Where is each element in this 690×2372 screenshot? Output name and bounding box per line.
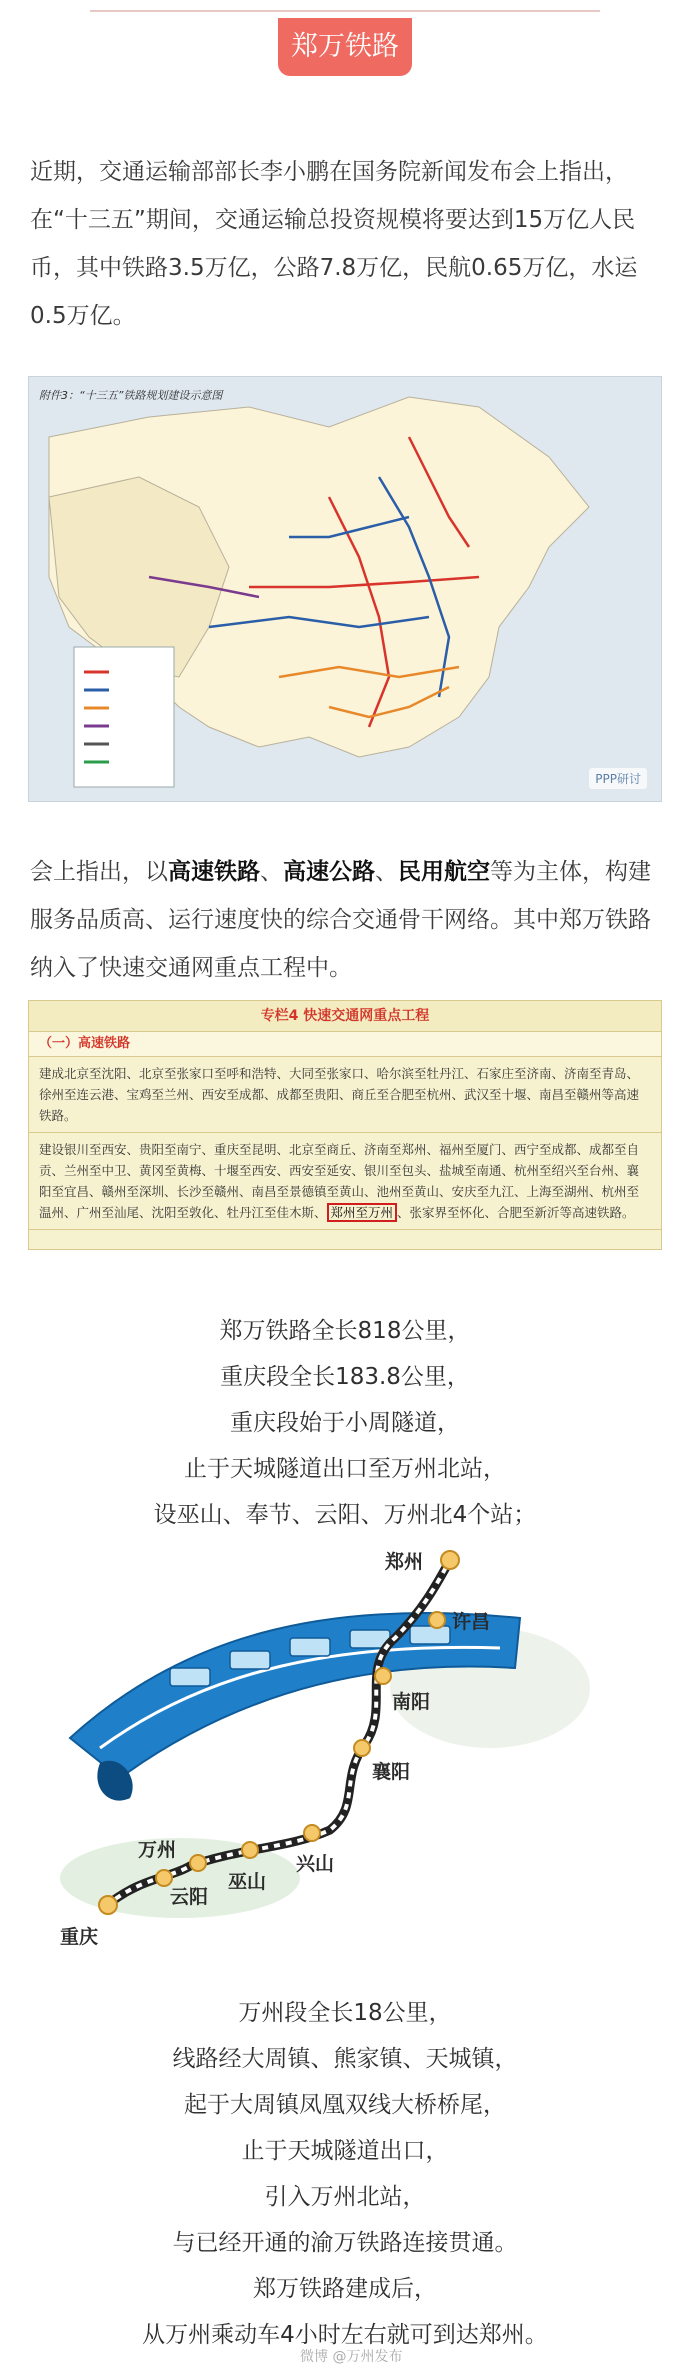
station-label: 巫山 <box>228 1872 267 1893</box>
section-line: 万州段全长18公里， <box>238 2000 452 2026</box>
station-label: 南阳 <box>392 1692 431 1713</box>
table-row-completed: 建成北京至沈阳、北京至张家口至呼和浩特、大同至张家口、哈尔滨至牡丹江、石家庄至济南、济南至青岛、徐州至连云港、宝鸡至兰州、西安至成都、成都至贵阳、商丘至合肥至杭州、武汉至十堰、南昌至赣州等高速铁路。 <box>29 1057 661 1133</box>
railway-map-figure <box>28 376 662 802</box>
china-map-illustration <box>29 377 661 801</box>
map-watermark: PPP研讨 <box>589 768 647 789</box>
bold-expressway: 高速公路 <box>283 859 375 885</box>
railway-facts-block <box>0 1308 690 1538</box>
fact-line: 重庆段全长183.8公里， <box>220 1364 470 1390</box>
top-divider <box>90 10 600 12</box>
map-title: 附件3：“十三五”铁路规划建设示意图 <box>39 389 223 402</box>
fact-line: 设巫山、奉节、云阳、万州北4个站； <box>153 1502 537 1528</box>
station-label: 郑州 <box>385 1552 424 1573</box>
bold-civil-aviation: 民用航空 <box>398 859 490 885</box>
section-line: 郑万铁路建成后， <box>253 2276 437 2302</box>
section-line: 与已经开通的渝万铁路连接贯通。 <box>172 2230 518 2256</box>
section-line: 起于大周镇凤凰双线大桥桥尾， <box>184 2092 506 2118</box>
intro-paragraph: 近期，交通运输部部长李小鹏在国务院新闻发布会上指出，在“十三五”期间，交通运输总投资规模将要达到15万亿人民币，其中铁路3.5万亿，公路7.8万亿，民航0.65万亿，水运0.5万亿。 <box>30 159 638 329</box>
station-label: 万州 <box>138 1840 177 1861</box>
section-line: 止于天城隧道出口， <box>241 2138 449 2164</box>
station-dot-xuchang <box>429 1612 445 1628</box>
station-dot-chongqing <box>99 1896 117 1914</box>
station-dot-zhengzhou <box>441 1551 459 1569</box>
section-line: 引入万州北站， <box>264 2184 426 2210</box>
station-dot-yunyang <box>190 1855 206 1871</box>
station-label: 许昌 <box>452 1612 491 1633</box>
table-row-planned: 建设银川至西安、贵阳至南宁、重庆至昆明、北京至商丘、济南至郑州、福州至厦门、西宁至成都、成都至自贡、兰州至中卫、黄冈至黄梅、十堰至西安、西安至延安、银川至包头、盐城至南通、杭州至绍兴至台州、襄阳至宜昌、赣州至深圳、长沙至赣州、南昌至景德镇至黄山、池州至黄山、安庆至九江、上海至湖州、杭州至温州、广州至汕尾、沈阳至敦化、牡丹江至佳木斯、 郑州至万州 、张家界至怀化、合肥至新沂等高速铁路。 <box>29 1133 661 1230</box>
section-line: 从万州乘动车4小时左右就可到达郑州。 <box>142 2322 548 2348</box>
station-dot-nanyang <box>375 1668 391 1684</box>
highlight-zhengzhou-wanzhou: 郑州至万州 <box>327 1203 398 1222</box>
key-projects-table <box>28 1000 662 1250</box>
route-illustration <box>60 1548 650 1958</box>
summary-paragraph: 会上指出，以高速铁路、高速公路、民用航空等为主体，构建服务品质高、运行速度快的综合交通骨干网络。其中郑万铁路纳入了快速交通网重点工程中。 <box>30 859 651 981</box>
section-line: 线路经大周镇、熊家镇、天城镇， <box>172 2046 518 2072</box>
station-label: 重庆 <box>60 1927 99 1948</box>
fact-line: 郑万铁路全长818公里， <box>219 1318 471 1344</box>
bold-high-speed-rail: 高速铁路 <box>168 859 260 885</box>
wanzhou-section-block <box>0 1990 690 2358</box>
station-dot-wushan <box>242 1842 258 1858</box>
page-title: 郑万铁路 <box>278 18 412 76</box>
table-section-header: （一）高速铁路 <box>29 1032 661 1057</box>
station-dot-wanzhou <box>156 1870 172 1886</box>
station-label: 襄阳 <box>372 1762 411 1783</box>
station-dot-xingshan <box>304 1825 320 1841</box>
map-legend-box <box>74 647 174 787</box>
station-dot-xiangyang <box>354 1740 370 1756</box>
station-label: 兴山 <box>296 1854 335 1875</box>
table-title: 专栏4 快速交通网重点工程 <box>29 1001 661 1032</box>
station-label: 云阳 <box>170 1887 209 1908</box>
weibo-watermark: 微博 @万州发布 <box>300 2349 403 2365</box>
fact-line: 重庆段始于小周隧道， <box>230 1410 460 1436</box>
fact-line: 止于天城隧道出口至万州北站， <box>184 1456 506 1482</box>
